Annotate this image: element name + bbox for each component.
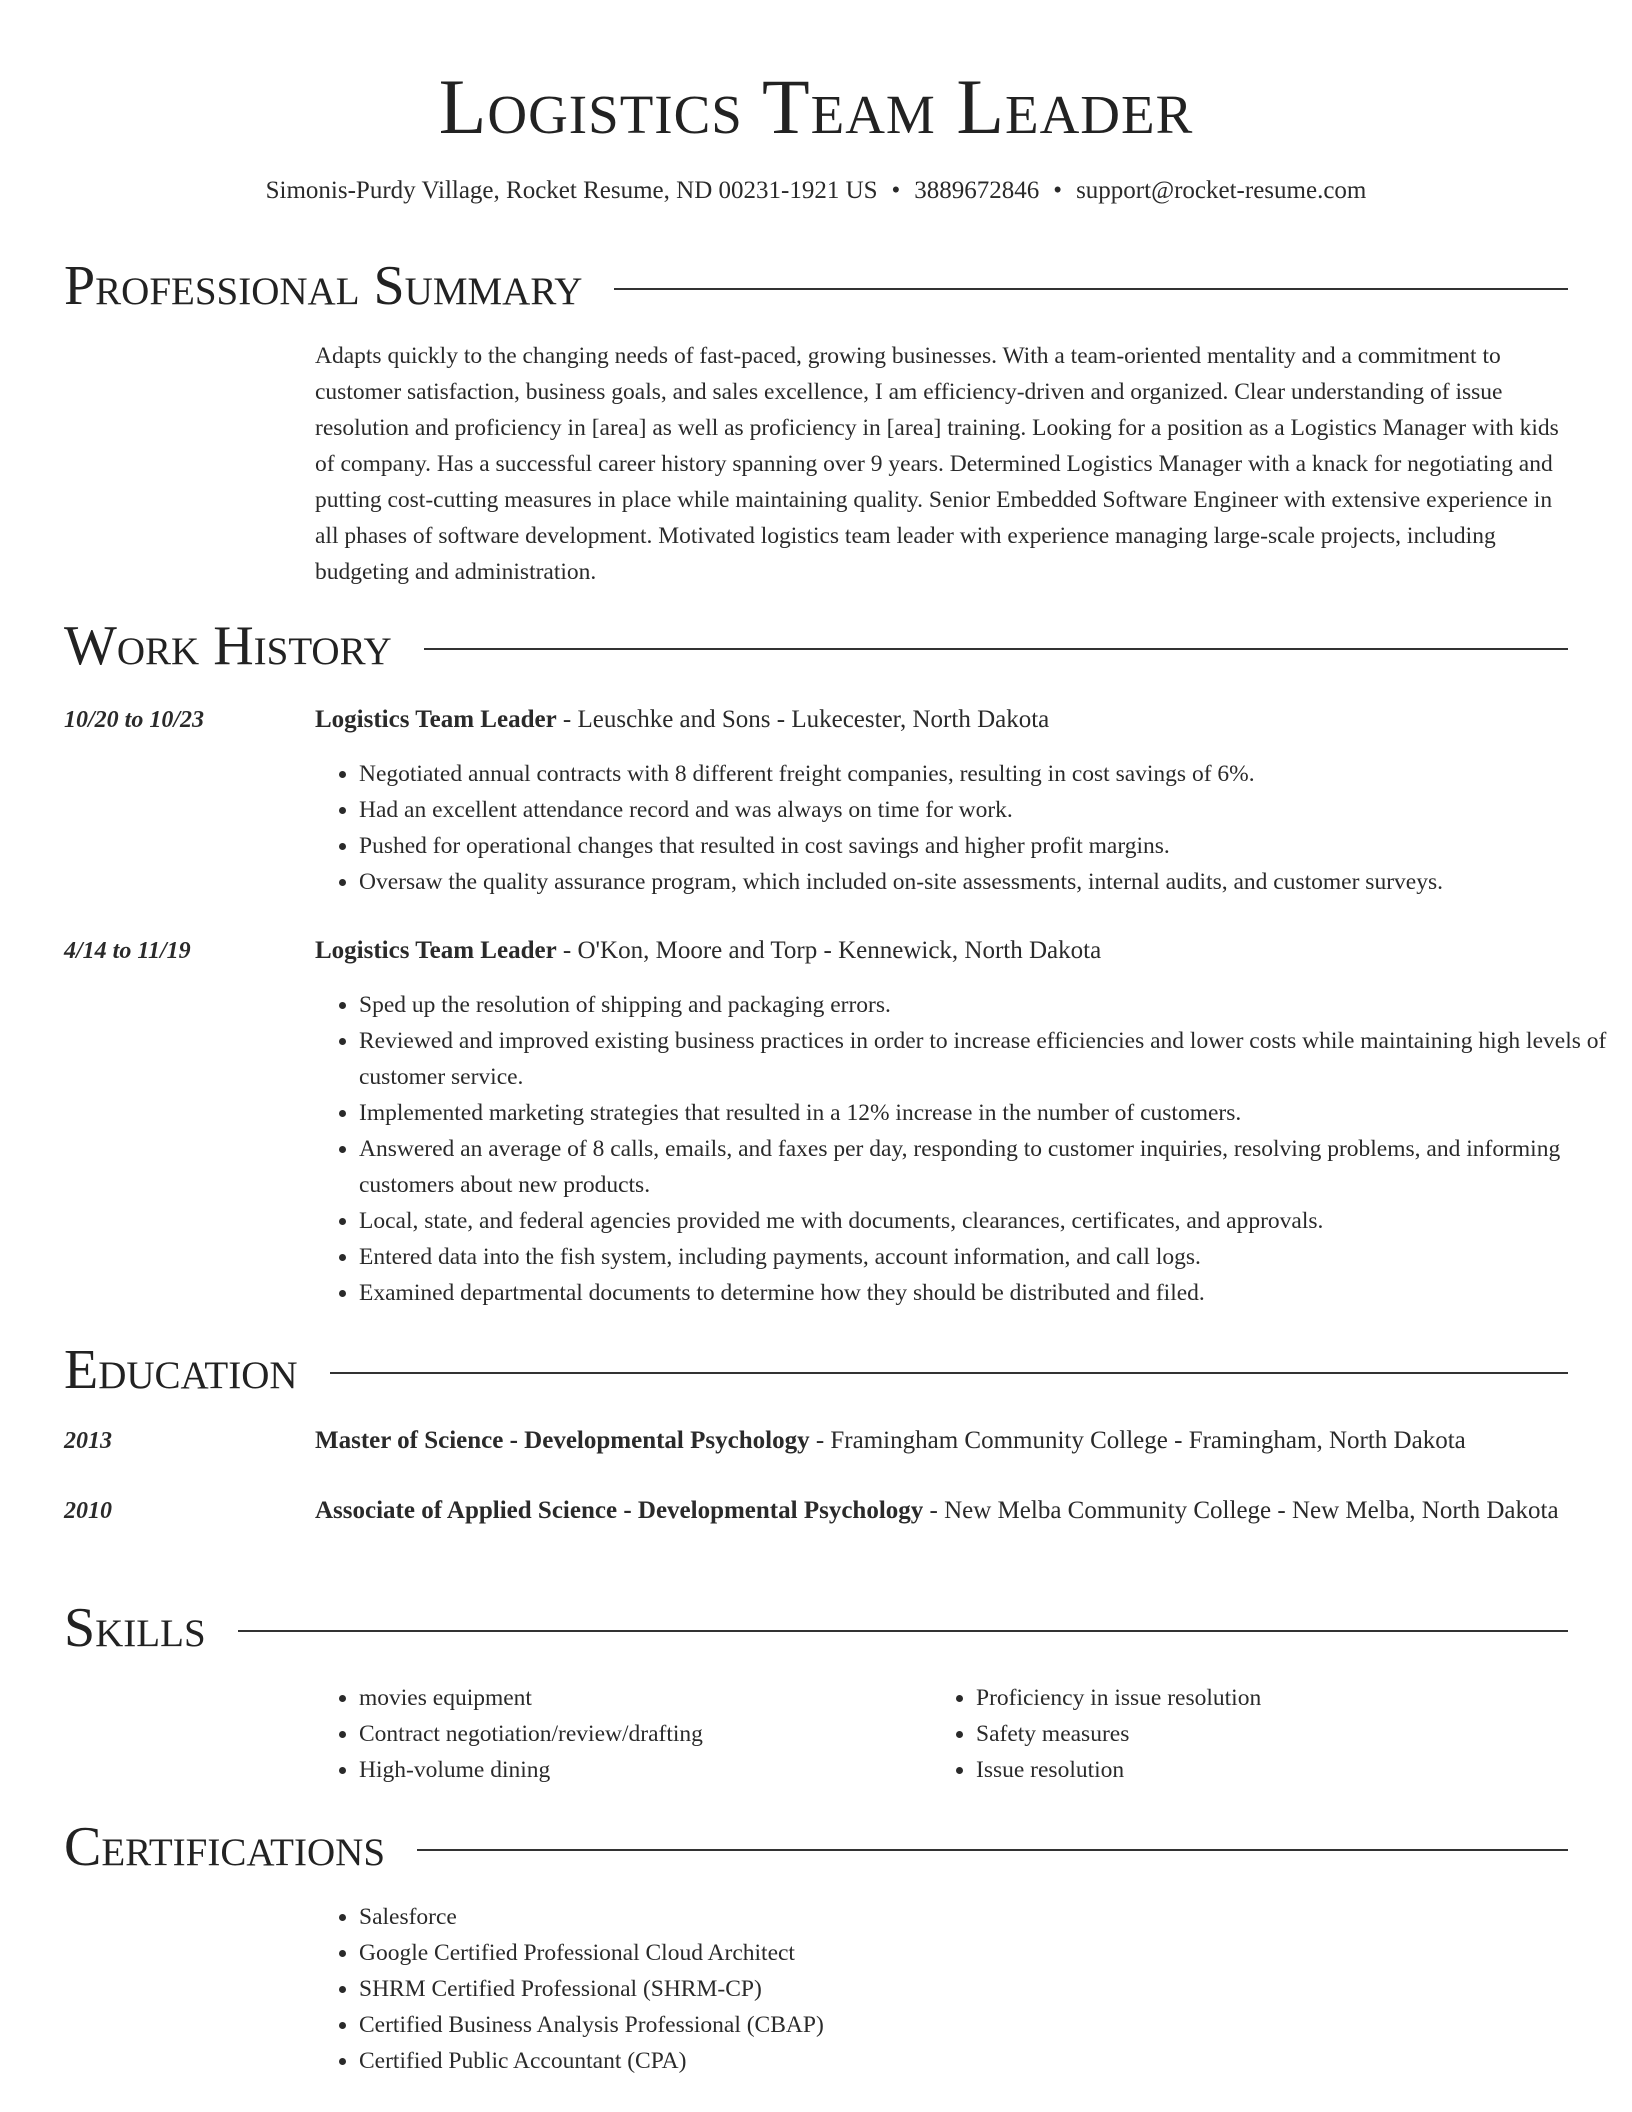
job-title: Logistics Team Leader xyxy=(315,937,557,964)
section-title: Skills xyxy=(64,1597,206,1659)
list-item: • Pushed for operational changes that resulted in cost savings and higher profit margins. xyxy=(359,828,1612,864)
skill-item: • High-volume dining xyxy=(359,1752,1612,1788)
job-title-line xyxy=(315,931,1568,971)
list-item: • Oversaw the quality assurance program, which included on-site assessments, internal audits, and customer surveys. xyxy=(359,864,1612,900)
job-title-line xyxy=(315,700,1568,740)
job-dates: 4/14 to 11/19 xyxy=(64,938,191,964)
certification-item: • Certified Public Accountant (CPA) xyxy=(359,2043,1612,2079)
skill-item: • Contract negotiation/review/drafting xyxy=(359,1716,1612,1752)
job-bullets xyxy=(315,987,1612,1311)
job-bullets xyxy=(315,756,1612,900)
section-divider xyxy=(614,288,1568,290)
list-item: • Entered data into the fish system, including payments, account information, and call logs. xyxy=(359,1239,1612,1275)
contact-line xyxy=(0,174,1632,208)
section-title: Professional Summary xyxy=(64,255,583,317)
certifications-section-heading xyxy=(64,1815,1568,1879)
certification-item: • Google Certified Professional Cloud Architect xyxy=(359,1935,1612,1971)
contact-phone: 3889672846 xyxy=(914,177,1040,204)
contact-address: Simonis-Purdy Village, Rocket Resume, ND 00231-1921 US xyxy=(265,177,878,204)
certification-item: • Certified Business Analysis Professional (CBAP) xyxy=(359,2007,1612,2043)
section-divider xyxy=(424,648,1568,650)
skill-item: • Proficiency in issue resolution xyxy=(976,1680,1632,1716)
work-section-heading xyxy=(64,614,1568,678)
section-title: Work History xyxy=(64,615,392,677)
list-item: • Reviewed and improved existing business practices in order to increase efficiencies and lower costs while maintaining high levels of customer service. xyxy=(359,1023,1612,1095)
education-details: - New Melba Community College - New Melba, North Dakota xyxy=(923,1497,1559,1524)
education-entry xyxy=(315,1421,1568,1461)
list-item: • Had an excellent attendance record and was always on time for work. xyxy=(359,792,1612,828)
job-details: - Leuschke and Sons - Lukecester, North Dakota xyxy=(556,706,1050,733)
education-year: 2010 xyxy=(64,1498,112,1524)
list-item: • Local, state, and federal agencies provided me with documents, clearances, certificates, and approvals. xyxy=(359,1203,1612,1239)
section-divider xyxy=(417,1849,1568,1851)
education-section-heading xyxy=(64,1338,1568,1402)
education-entry xyxy=(315,1491,1568,1531)
contact-separator: • xyxy=(891,177,901,204)
skill-item: • Issue resolution xyxy=(976,1752,1632,1788)
list-item: • Sped up the resolution of shipping and packaging errors. xyxy=(359,987,1612,1023)
summary-text: Adapts quickly to the changing needs of fast-paced, growing businesses. With a team-oriented mentality and a commitment to customer satisfaction, business goals, and sales excellence, I am efficiency-driven and organized. Clear understanding of issue resolution and proficiency in [area] as well as proficiency in [area] training. Looking for a position as a Logistics Manager with kids of company. Has a successful career history spanning over 9 years. Determined Logistics Manager with a knack for negotiating and putting cost-cutting measures in place while maintaining quality. Senior Embedded Software Engineer with extensive experience in all phases of software development. Motivated logistics team leader with experience managing large-scale projects, including budgeting and administration. xyxy=(315,343,1559,585)
skill-item: • movies equipment xyxy=(359,1680,1612,1716)
contact-email: support@rocket-resume.com xyxy=(1076,177,1367,204)
skills-list-right xyxy=(932,1680,1632,1788)
job-details: - O'Kon, Moore and Torp - Kennewick, North Dakota xyxy=(556,937,1102,964)
section-divider xyxy=(238,1630,1568,1632)
education-details: - Framingham Community College - Framingham, North Dakota xyxy=(809,1427,1466,1454)
summary-section-heading xyxy=(64,254,1568,318)
section-title: Certifications xyxy=(64,1816,386,1878)
job-title: Logistics Team Leader xyxy=(315,706,557,733)
education-degree: Associate of Applied Science - Developmental Psychology xyxy=(315,1497,924,1524)
certification-item: • Salesforce xyxy=(359,1899,1612,1935)
section-title: Education xyxy=(64,1339,298,1401)
job-dates: 10/20 to 10/23 xyxy=(64,707,205,733)
certification-item: • SHRM Certified Professional (SHRM-CP) xyxy=(359,1971,1612,2007)
skill-item: • Safety measures xyxy=(976,1716,1632,1752)
list-item: • Negotiated annual contracts with 8 different freight companies, resulting in cost savings of 6%. xyxy=(359,756,1612,792)
skills-section-heading xyxy=(64,1596,1568,1660)
section-divider xyxy=(330,1372,1568,1374)
resume-name: Logistics Team Leader xyxy=(438,63,1194,150)
list-item: • Examined departmental documents to determine how they should be distributed and filed. xyxy=(359,1275,1612,1311)
education-year: 2013 xyxy=(64,1428,112,1454)
certifications-list xyxy=(315,1899,1612,2079)
contact-separator: • xyxy=(1053,177,1063,204)
list-item: • Answered an average of 8 calls, emails, and faxes per day, responding to customer inquiries, resolving problems, and informing customers about new products. xyxy=(359,1131,1612,1203)
education-degree: Master of Science - Developmental Psychology xyxy=(315,1427,810,1454)
list-item: • Implemented marketing strategies that resulted in a 12% increase in the number of customers. xyxy=(359,1095,1612,1131)
